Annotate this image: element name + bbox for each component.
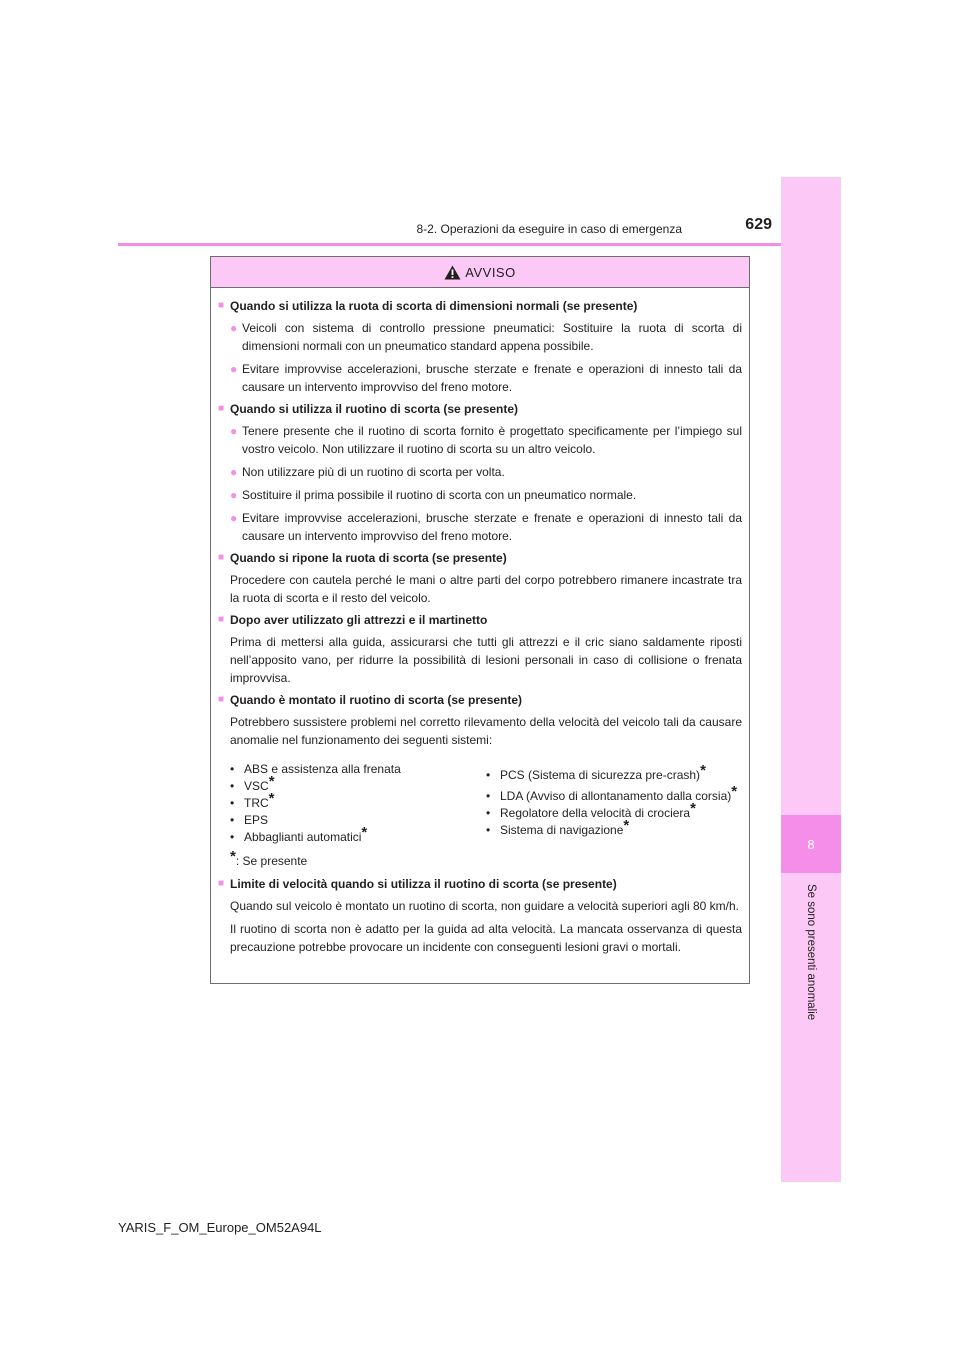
heading [218,875,742,893]
list-item-text: Veicoli con sistema di controllo pressione pneumatici: Sostituire la ruota di scorta di dimensioni normali con un pneumatico standard appena possibile. [242,321,742,353]
list-item-text: EPS [244,813,269,827]
heading-text: Quando si utilizza la ruota di scorta di dimensioni normali (se presente) [230,299,638,313]
bullet-icon: • [486,823,491,837]
asterisk-mark: * [690,800,696,817]
bullet-icon: • [230,830,235,844]
heading [218,549,742,567]
paragraph: Il ruotino di scorta non è adatto per la guida ad alta velocità. La mancata osservanza di questa precauzione potrebbe provocare un incidente con conseguenti lesioni gravi o mortali. [230,922,742,954]
list-item [486,783,742,805]
list-item-text: ABS e assistenza alla frenata [244,762,401,776]
paragraph: Prima di mettersi alla guida, assicurarsi che tutti gli attrezzi e il cric siano saldamente riposti nell’apposito vano, per ridurre la possibilità di lesioni personali in caso di collisione o frenata improvvisa. [230,635,742,685]
bullet-icon: • [486,768,491,782]
systems-list [230,761,742,846]
bullet-icon: • [486,806,491,820]
bullet-icon: • [230,779,235,793]
list-item-text: Evitare improvvise accelerazioni, brusche sterzate e frenate e operazioni di innesto tali da causare un intervento improvviso del freno motore. [242,362,742,394]
list-item-text: Evitare improvvise accelerazioni, brusche sterzate e frenate e operazioni di innesto tali da causare un intervento improvviso del freno motore. [242,511,742,543]
systems-list-left [230,761,486,846]
list-item [486,762,742,784]
warning-title: AVVISO [465,264,516,280]
square-bullet-icon: ■ [218,878,225,889]
heading-text: Quando è montato il ruotino di scorta (se presente) [230,693,523,707]
list-item [230,790,486,812]
list-item [230,486,742,504]
list-item-text: Abbaglianti automatici [244,830,362,844]
circle-bullet-icon: ● [230,465,238,479]
bullet-icon: • [486,789,491,803]
square-bullet-icon: ■ [218,300,225,311]
warning-body [211,288,749,956]
asterisk-mark: * [361,824,368,841]
systems-list-right [486,762,742,846]
list-item-text: VSC [244,779,269,793]
list-item-text: TRC [244,796,269,810]
list-item [230,824,486,846]
footnote-text: : Se presente [235,854,308,868]
square-bullet-icon: ■ [218,552,225,563]
heading-text: Quando si ripone la ruota di scorta (se presente) [230,551,507,565]
warning-box [210,256,750,984]
heading-text: Limite di velocità quando si utilizza il ruotino di scorta (se presente) [230,877,617,891]
paragraph: Procedere con cautela perché le mani o altre parti del corpo potrebbero rimanere incastrate tra la ruota di scorta e il resto del veicolo. [230,573,742,605]
square-bullet-icon: ■ [218,694,225,705]
section-title: 8-2. Operazioni da eseguire in caso di emergenza [416,222,682,236]
heading [218,611,742,629]
bullet-icon: • [230,762,235,776]
list-item [486,817,742,839]
heading-text: Dopo aver utilizzato gli attrezzi e il martinetto [230,613,488,627]
list-item [230,422,742,458]
list-item [230,360,742,396]
list-item-text: LDA (Avviso di allontanamento dalla corsia) [500,789,732,803]
heading-text: Quando si utilizza il ruotino di scorta (se presente) [230,402,519,416]
square-bullet-icon: ■ [218,614,225,625]
chapter-title: Se sono presenti anomalie [805,884,817,1021]
asterisk-mark: * [731,783,738,800]
page-number: 629 [745,216,772,233]
asterisk-mark: * [623,817,630,834]
paragraph: Potrebbero sussistere problemi nel corretto rilevamento della velocità del veicolo tali da causare anomalie nel funzionamento dei seguenti sistemi: [230,715,742,747]
bullet-icon: • [230,796,235,810]
warning-triangle-icon [444,265,461,280]
circle-bullet-icon: ● [230,424,238,438]
list-item-text: Sostituire il prima possibile il ruotino di scorta con un pneumatico normale. [242,488,637,502]
footnote [230,848,742,870]
circle-bullet-icon: ● [230,321,238,335]
circle-bullet-icon: ● [230,362,238,376]
asterisk-mark: * [268,790,275,807]
list-item-text: Non utilizzare più di un ruotino di scorta per volta. [242,465,505,479]
list-item [230,812,486,829]
document-code: YARIS_F_OM_Europe_OM52A94L [118,1220,322,1235]
header-rule [118,243,781,246]
asterisk-mark: * [268,773,275,790]
heading [218,691,742,709]
list-item [230,319,742,355]
list-item [230,463,742,481]
circle-bullet-icon: ● [230,511,238,525]
circle-bullet-icon: ● [230,488,238,502]
list-item [486,800,742,822]
list-item [230,509,742,545]
list-item-text: Tenere presente che il ruotino di scorta fornito è progettato specificamente per l’impiego sul vostro veicolo. Non utilizzare il ruotino di scorta su un altro veicolo. [242,424,742,456]
chapter-number: 8 [781,815,841,873]
warning-header [211,257,749,288]
square-bullet-icon: ■ [218,403,225,414]
list-item-text: Regolatore della velocità di crociera [500,806,691,820]
paragraph: Quando sul veicolo è montato un ruotino di scorta, non guidare a velocità superiori agli 80 km/h. [230,899,739,913]
list-item-text: Sistema di navigazione [500,823,624,837]
heading [218,400,742,418]
list-item-text: PCS (Sistema di sicurezza pre-crash) [500,768,701,782]
bullet-icon: • [230,813,235,827]
heading [218,297,742,315]
asterisk-mark: * [700,762,706,779]
asterisk-mark: * [230,848,236,865]
